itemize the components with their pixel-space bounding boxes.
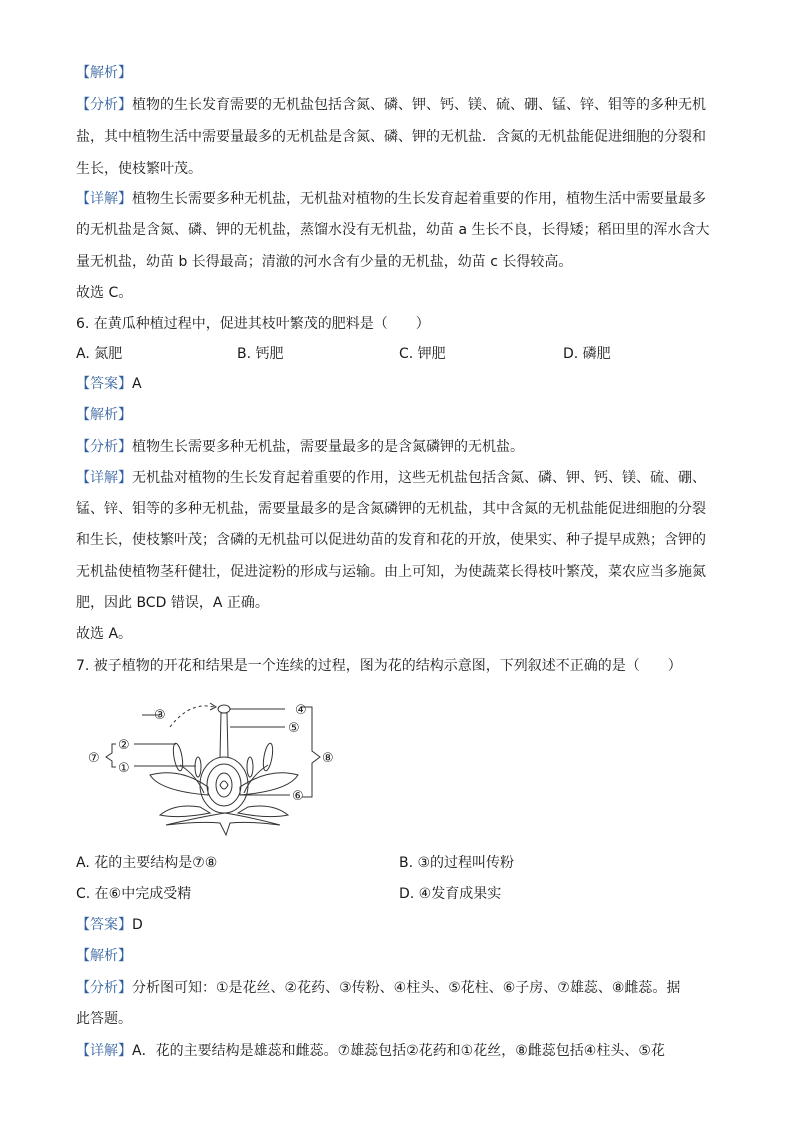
q7-analysis-line-2: 此答题。 bbox=[76, 1011, 132, 1027]
detail-paragraph bbox=[76, 189, 716, 209]
q7-detail-text: A．花的主要结构是雄蕊和雌蕊。⑦雄蕊包括②花药和①花丝，⑧雌蕊包括④柱头、⑤花 bbox=[132, 1043, 665, 1059]
label-2: ② bbox=[118, 738, 130, 753]
q7-option-b: B. ③的过程叫传粉 bbox=[399, 855, 515, 871]
analysis-line-3: 生长，使枝繁叶茂。 bbox=[76, 161, 202, 177]
analysis-tag: 【分析】 bbox=[76, 97, 132, 113]
q6-stem: 6. 在黄瓜种植过程中，促进其枝叶繁茂的肥料是（ ） bbox=[76, 316, 430, 332]
q6-analysis-text: 植物生长需要多种无机盐，需要量最多的是含氮磷钾的无机盐。 bbox=[132, 439, 524, 455]
q7-analysis bbox=[76, 978, 716, 998]
q7-stem: 7. 被子植物的开花和结果是一个连续的过程，图为花的结构示意图，下列叙述不正确的是（ ） bbox=[76, 658, 682, 674]
q7-option-d: D. ④发育成果实 bbox=[399, 886, 502, 902]
q6-option-b: B. 钙肥 bbox=[237, 346, 284, 362]
q7-option-c: C. 在⑥中完成受精 bbox=[76, 886, 192, 902]
q6-detail-tag: 【详解】 bbox=[76, 470, 132, 486]
q7-analysis-tag: 【分析】 bbox=[76, 980, 132, 996]
jiexi-heading: 【解析】 bbox=[76, 65, 132, 81]
label-1: ① bbox=[118, 761, 130, 776]
flower-structure-diagram bbox=[80, 695, 350, 840]
label-5: ⑤ bbox=[288, 721, 300, 736]
q6-detail-line-5: 肥，因此 BCD 错误，A 正确。 bbox=[76, 595, 269, 611]
detail-line-2: 的无机盐是含氮、磷、钾的无机盐，蒸馏水没有无机盐，幼苗 a 生长不良，长得矮；稻田里的浑水含大 bbox=[76, 222, 710, 238]
q7-detail-tag: 【详解】 bbox=[76, 1043, 132, 1059]
label-3: ③ bbox=[154, 708, 166, 723]
q6-detail-line-2: 锰、锌、钼等的多种无机盐，需要量最多的是含氮磷钾的无机盐，其中含氮的无机盐能促进细胞的分裂 bbox=[76, 501, 706, 517]
q6-detail-line-3: 和生长，使枝繁叶茂；含磷的无机盐可以促进幼苗的发育和花的开放，使果实、种子提早成熟；含钾的 bbox=[76, 532, 706, 548]
q7-jiexi-heading: 【解析】 bbox=[76, 948, 132, 964]
q6-answer-value: A bbox=[132, 376, 142, 392]
q6-option-a: A. 氮肥 bbox=[76, 346, 123, 362]
analysis-line-2: 盐，其中植物生活中需要量最多的无机盐是含氮、磷、钾的无机盐．含氮的无机盐能促进细胞的分裂和 bbox=[76, 129, 706, 145]
detail-tag: 【详解】 bbox=[76, 191, 132, 207]
q6-jiexi-heading: 【解析】 bbox=[76, 407, 132, 423]
q6-option-d: D. 磷肥 bbox=[563, 346, 611, 362]
q7-answer-tag: 【答案】 bbox=[76, 917, 132, 933]
label-4: ④ bbox=[295, 703, 307, 718]
q6-option-c: C. 钾肥 bbox=[399, 346, 446, 362]
q7-detail bbox=[76, 1041, 716, 1061]
label-7: ⑦ bbox=[88, 751, 100, 766]
q7-answer bbox=[76, 915, 716, 935]
detail-text: 植物生长需要多种无机盐，无机盐对植物的生长发育起着重要的作用，植物生活中需要量最多 bbox=[132, 191, 706, 207]
q6-detail bbox=[76, 468, 716, 488]
label-8: ⑧ bbox=[322, 751, 334, 766]
q7-analysis-text: 分析图可知：①是花丝、②花药、③传粉、④柱头、⑤花柱、⑥子房、⑦雄蕊、⑧雌蕊。据 bbox=[132, 980, 681, 996]
q6-detail-line-4: 无机盐使植物茎秆健壮，促进淀粉的形成与运输。由上可知，为使蔬菜长得枝叶繁茂，菜农应当多施氮 bbox=[76, 564, 706, 580]
q6-conclusion: 故选 A。 bbox=[76, 626, 133, 642]
analysis-paragraph bbox=[76, 95, 716, 115]
q6-detail-text: 无机盐对植物的生长发育起着重要的作用，这些无机盐包括含氮、磷、钾、钙、镁、硫、硼、 bbox=[132, 470, 706, 486]
analysis-text: 植物的生长发育需要的无机盐包括含氮、磷、钾、钙、镁、硫、硼、锰、锌、钼等的多种无机 bbox=[132, 97, 706, 113]
q7-answer-value: D bbox=[132, 917, 143, 933]
q6-answer bbox=[76, 374, 716, 394]
q6-analysis bbox=[76, 437, 716, 457]
q6-analysis-tag: 【分析】 bbox=[76, 439, 132, 455]
conclusion: 故选 C。 bbox=[76, 285, 133, 301]
detail-line-3: 量无机盐，幼苗 b 长得最高；清澈的河水含有少量的无机盐，幼苗 c 长得较高。 bbox=[76, 254, 573, 270]
label-6: ⑥ bbox=[292, 789, 304, 804]
q6-answer-tag: 【答案】 bbox=[76, 376, 132, 392]
q7-option-a: A. 花的主要结构是⑦⑧ bbox=[76, 855, 218, 871]
